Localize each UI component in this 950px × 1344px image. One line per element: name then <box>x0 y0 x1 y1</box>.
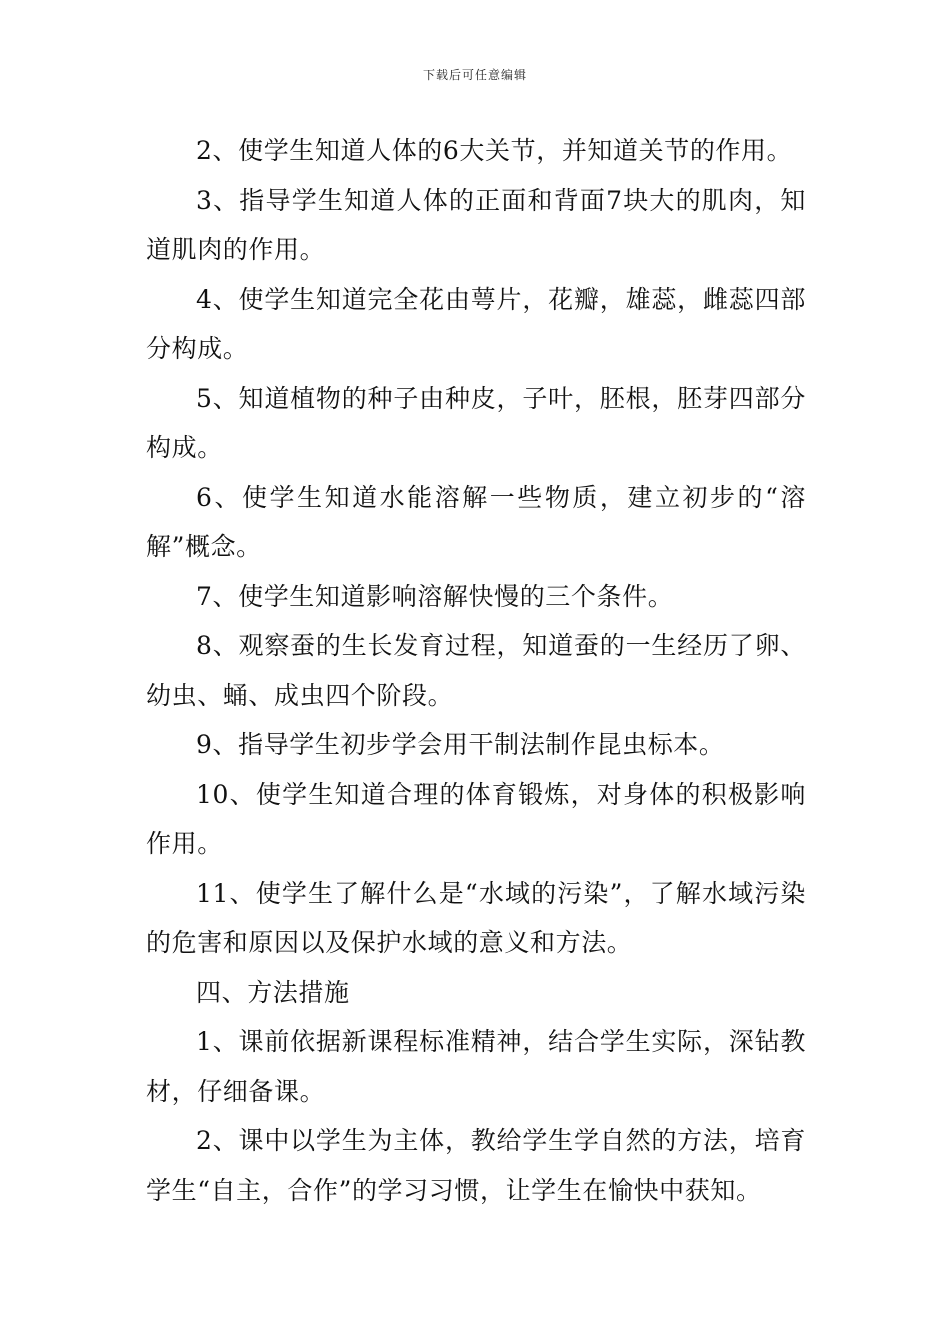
paragraph-silkworm: 8、观察蚕的生长发育过程，知道蚕的一生经历了卵、幼虫、蛹、成虫四个阶段。 <box>146 631 806 710</box>
paragraph-flower: 4、使学生知道完全花由萼片，花瓣，雄蕊，雌蕊四部分构成。 <box>146 284 806 363</box>
paragraph-teaching: 2、课中以学生为主体，教给学生学自然的方法，培育学生“自主，合作”的学习习惯，让学生在愉快中获知。 <box>146 1126 806 1205</box>
paragraph-specimen: 9、指导学生初步学会用干制法制作昆虫标本。 <box>196 730 725 759</box>
paragraph-water-pollution: 11、使学生了解什么是“水域的污染”，了解水域污染的危害和原因以及保护水域的意义和方法。 <box>146 878 806 957</box>
paragraph-dissolve-speed: 7、使学生知道影响溶解快慢的三个条件。 <box>196 581 674 611</box>
paragraph-exercise: 10、使学生知道合理的体育锻炼，对身体的积极影响作用。 <box>146 779 806 858</box>
paragraph-prepare: 1、课前依据新课程标准精神，结合学生实际，深钻教材，仔细备课。 <box>146 1027 806 1106</box>
paragraph-joints: 2、使学生知道人体的6大关节，并知道关节的作用。 <box>196 136 793 165</box>
paragraph-muscles: 3、指导学生知道人体的正面和背面7块大的肌肉，知道肌肉的作用。 <box>146 185 806 264</box>
document-body <box>146 126 806 1215</box>
section-heading-methods: 四、方法措施 <box>196 977 350 1007</box>
paragraph-dissolve: 6、使学生知道水能溶解一些物质，建立初步的“溶解”概念。 <box>146 482 806 561</box>
download-note: 下载后可任意编辑 <box>422 68 527 82</box>
paragraph-seed: 5、知道植物的种子由种皮，子叶，胚根，胚芽四部分构成。 <box>146 383 806 462</box>
